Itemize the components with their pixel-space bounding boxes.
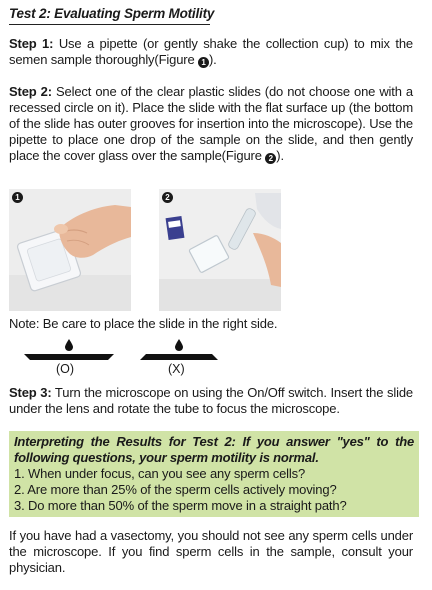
title-underline xyxy=(9,24,210,25)
step-1-end: ). xyxy=(209,52,217,67)
step-1-text: Use a pipette (or gently shake the collection cup) to mix the semen sample thoroughly(Figure xyxy=(9,36,413,67)
step-2-paragraph xyxy=(9,84,413,164)
list-item: 2. Are more than 25% of the sperm cells actively moving? xyxy=(14,482,337,497)
step-3-text: Turn the microscope on using the On/Off switch. Insert the slide under the lens and rotate the tube to focus the microscope. xyxy=(9,385,413,416)
figure-2-photo xyxy=(159,189,281,311)
results-box xyxy=(9,431,419,517)
closing-paragraph: If you have had a vasectomy, you should not see any sperm cells under the microscope. If you find sperm cells in the sample, consult your physician. xyxy=(9,528,413,575)
step-2-text: Select one of the clear plastic slides (do not choose one with a recessed circle on it). Place the slide with the flat surface up (the bottom of the slide has outer grooves for insertion into the microscope). Use the pipette to place one drop of the sample on the slide, and then gently place the cover glass over the sample(Figure xyxy=(9,84,413,163)
figure-1-photo xyxy=(9,189,131,311)
sample-drop-icon xyxy=(175,339,183,351)
correct-placement-label: (O) xyxy=(56,362,75,376)
slide-upside-down-icon xyxy=(140,354,218,360)
figure-2-number-badge: 2 xyxy=(162,192,173,203)
step-3-paragraph xyxy=(9,385,413,417)
wrong-placement-label: (X) xyxy=(168,362,185,376)
slide-placement-diagram xyxy=(20,333,240,377)
step-2-end: ). xyxy=(276,148,284,163)
figure-2-ref-badge: 2 xyxy=(265,153,276,164)
slide-flat-up-icon xyxy=(24,354,114,360)
placement-note: Note: Be care to place the slide in the right side. xyxy=(9,316,278,331)
results-heading: Interpreting the Results for Test 2: If you answer "yes" to the following questions, your sperm motility is normal. xyxy=(14,434,414,465)
figure-1-ref-badge: 1 xyxy=(198,57,209,68)
results-question-list xyxy=(14,466,414,514)
step-1-label: Step 1: xyxy=(9,36,54,51)
wrong-placement-graphic xyxy=(140,339,218,360)
slide-pipette-illustration xyxy=(159,189,281,311)
step-2-label: Step 2: xyxy=(9,84,52,99)
figure-1-number-badge: 1 xyxy=(12,192,23,203)
step-1-paragraph xyxy=(9,36,413,68)
list-item: 1. When under focus, can you see any sperm cells? xyxy=(14,466,306,481)
sample-drop-icon xyxy=(65,339,73,351)
correct-placement-graphic xyxy=(24,339,114,360)
list-item: 3. Do more than 50% of the sperm move in a straight path? xyxy=(14,498,347,513)
section-title: Test 2: Evaluating Sperm Motility xyxy=(9,6,215,21)
step-3-label: Step 3: xyxy=(9,385,52,400)
hand-pipette-illustration xyxy=(9,189,131,311)
